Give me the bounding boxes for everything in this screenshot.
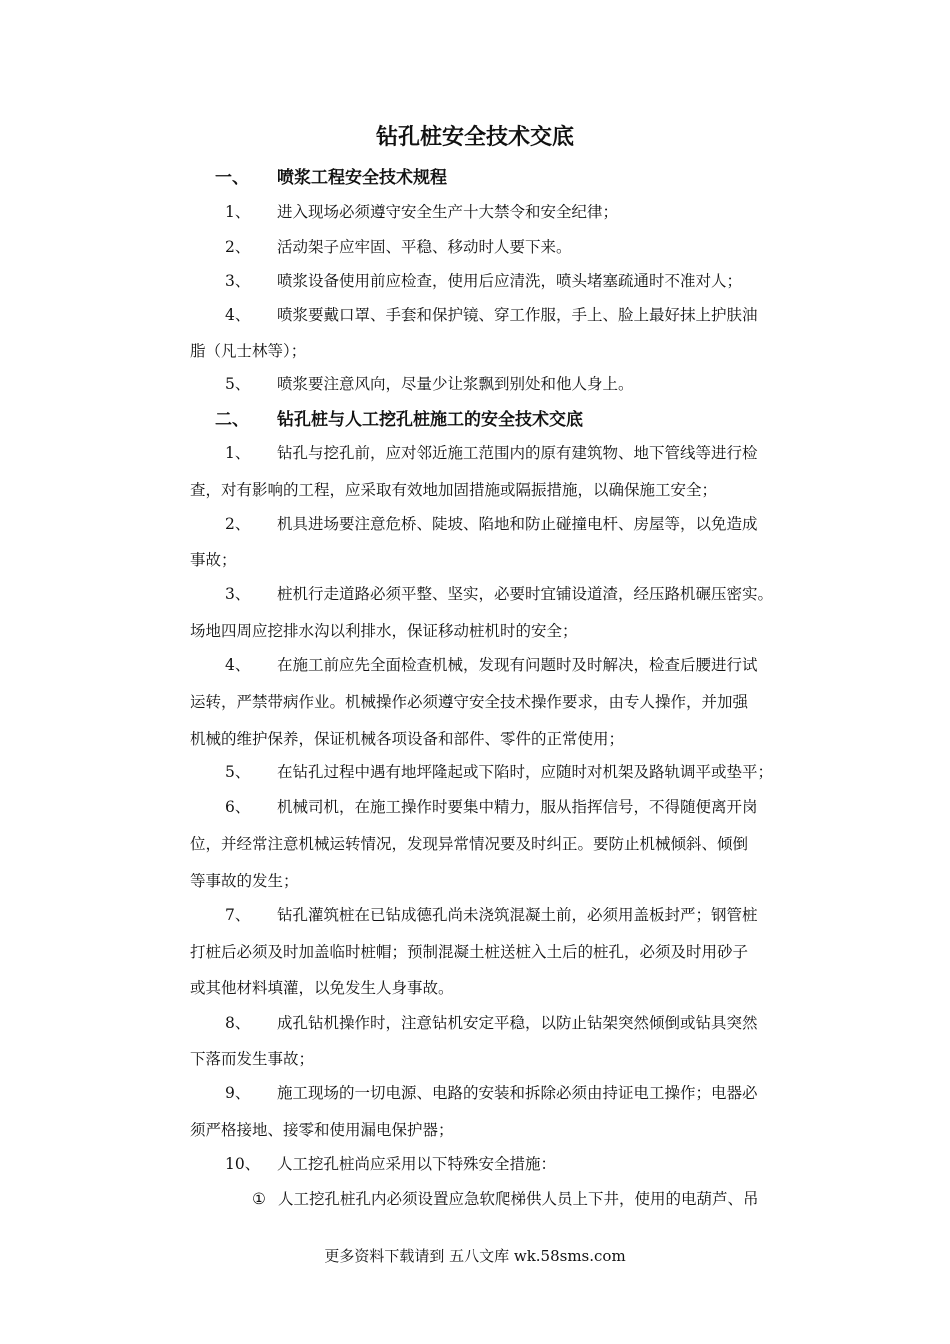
list-item: 2、 机具进场要注意危桥、陡坡、陷地和防止碰撞电杆、房屋等，以免造成 <box>225 515 758 533</box>
list-item-continuation: 场地四周应挖排水沟以利排水，保证移动桩机时的安全； <box>190 622 578 640</box>
list-item-continuation: 须严格接地、接零和使用漏电保护器； <box>190 1121 454 1139</box>
list-item: 5、 在钻孔过程中遇有地坪隆起或下陷时，应随时对机架及路轨调平或垫平； <box>225 763 774 781</box>
list-item: 3、 桩机行走道路必须平整、坚实，必要时宜铺设道渣，经压路机碾压密实。 <box>225 585 774 603</box>
section-heading-2: 二、 钻孔桩与人工挖孔桩施工的安全技术交底 <box>215 410 583 430</box>
list-item: 6、 机械司机，在施工操作时要集中精力，服从指挥信号，不得随便离开岗 <box>225 798 758 816</box>
sub-list-item: ① 人工挖孔桩孔内必须设置应急软爬梯供人员上下井，使用的电葫芦、吊 <box>252 1190 759 1208</box>
document-title: 钻孔桩安全技术交底 <box>375 124 574 150</box>
list-item: 9、 施工现场的一切电源、电路的安装和拆除必须由持证电工操作；电器必 <box>225 1084 758 1102</box>
list-item-continuation: 运转，严禁带病作业。机械操作必须遵守安全技术操作要求，由专人操作，并加强 <box>190 693 749 711</box>
list-item-continuation: 事故； <box>190 551 237 569</box>
list-item-continuation: 等事故的发生； <box>190 872 299 890</box>
list-item-continuation: 脂（凡士林等）； <box>190 342 307 360</box>
list-item: 7、 钻孔灌筑桩在已钻成德孔尚未浇筑混凝土前，必须用盖板封严；钢管桩 <box>225 906 758 924</box>
list-item: 1、 钻孔与挖孔前，应对邻近施工范围内的原有建筑物、地下管线等进行检 <box>225 444 758 462</box>
list-item: 2、 活动架子应牢固、平稳、移动时人要下来。 <box>225 238 572 256</box>
list-item: 3、 喷浆设备使用前应检查，使用后应清洗，喷头堵塞疏通时不准对人； <box>225 272 743 290</box>
list-item: 8、 成孔钻机操作时，注意钻机安定平稳，以防止钻架突然倾倒或钻具突然 <box>225 1014 758 1032</box>
list-item-continuation: 或其他材料填灌，以免发生人身事故。 <box>190 979 454 997</box>
list-item-continuation: 查，对有影响的工程，应采取有效地加固措施或隔振措施，以确保施工安全； <box>190 481 718 499</box>
list-item: 4、 在施工前应先全面检查机械，发现有问题时及时解决，检查后腰进行试 <box>225 656 758 674</box>
list-item-continuation: 打桩后必须及时加盖临时桩帽；预制混凝土桩送桩入土后的桩孔，必须及时用砂子 <box>190 943 749 961</box>
list-item: 10、 人工挖孔桩尚应采用以下特殊安全措施： <box>225 1155 557 1173</box>
list-item: 4、 喷浆要戴口罩、手套和保护镜、穿工作服，手上、脸上最好抹上护肤油 <box>225 306 758 324</box>
page-footer: 更多资料下载请到 五八文库 wk.58sms.com <box>324 1247 626 1265</box>
list-item-continuation: 机械的维护保养，保证机械各项设备和部件、零件的正常使用； <box>190 730 625 748</box>
list-item-continuation: 下落而发生事故； <box>190 1050 315 1068</box>
list-item: 1、 进入现场必须遵守安全生产十大禁令和安全纪律； <box>225 203 619 221</box>
section-heading-1: 一、 喷浆工程安全技术规程 <box>215 168 447 188</box>
list-item-continuation: 位，并经常注意机械运转情况，发现异常情况要及时纠正。要防止机械倾斜、倾倒 <box>190 835 749 853</box>
list-item: 5、 喷浆要注意风向，尽量少让浆飘到别处和他人身上。 <box>225 375 634 393</box>
